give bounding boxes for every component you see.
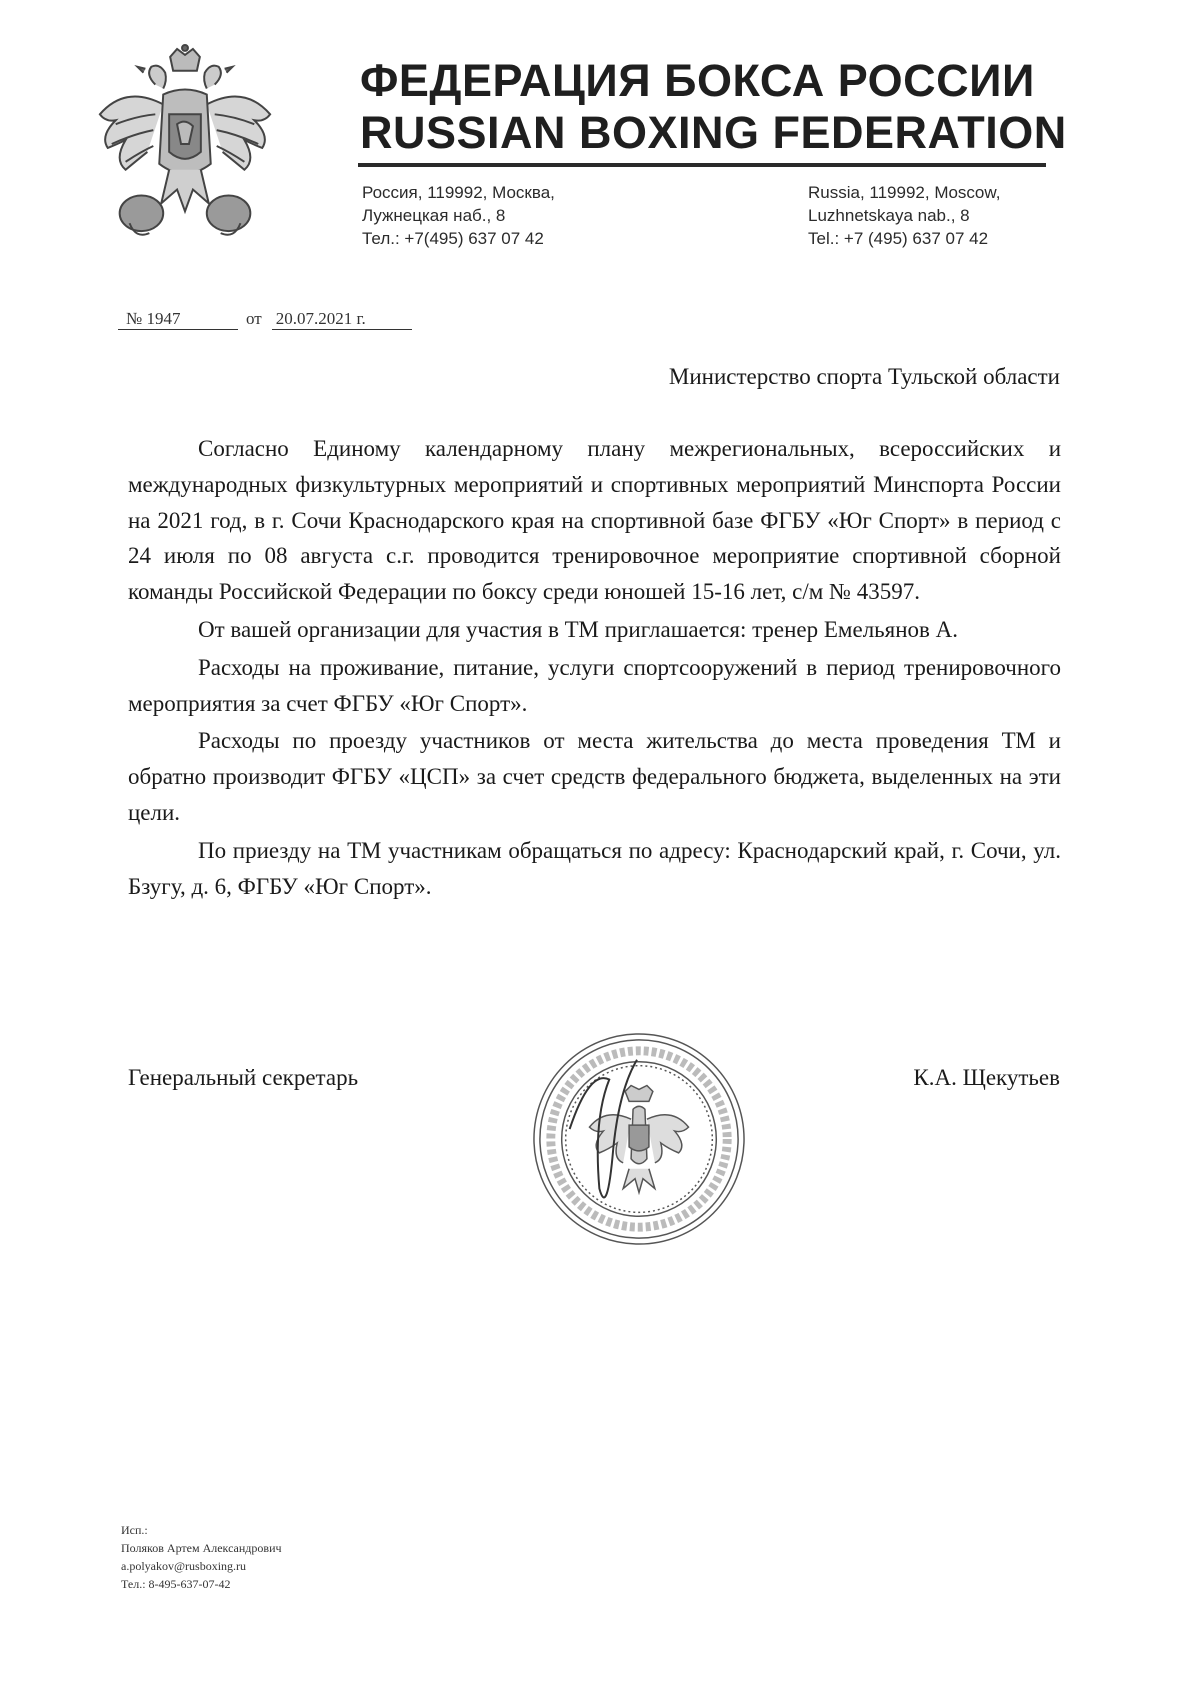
address-ru [362, 181, 555, 250]
executor-email: a.polyakov@rusboxing.ru [121, 1559, 247, 1573]
federation-title-ru: ФЕДЕРАЦИЯ БОКСА РОССИИ [360, 55, 1035, 106]
executor-block [121, 1521, 282, 1593]
body-paragraph: По приезду на ТМ участникам обращаться по адресу: Краснодарский край, г. Сочи, ул. Бзугу, д. 6, ФГБУ «Юг Спорт». [128, 837, 1061, 899]
recipient: Министерство спорта Тульской области [668, 364, 1060, 389]
header-divider [358, 163, 1046, 167]
federation-title-en: RUSSIAN BOXING FEDERATION [360, 107, 1067, 158]
double-headed-eagle-icon [86, 44, 284, 244]
reference-date: 20.07.2021 г. [272, 309, 412, 330]
executor-label: Исп.: [121, 1523, 148, 1537]
address-ru-line: Тел.: +7(495) 637 07 42 [362, 229, 544, 248]
round-seal-stamp-icon [530, 1030, 748, 1248]
address-en [808, 181, 1000, 250]
address-en-line: Russia, 119992, Moscow, [808, 183, 1001, 202]
reference-line [118, 309, 412, 330]
address-ru-line: Россия, 119992, Москва, [362, 183, 555, 202]
address-ru-line: Лужнецкая наб., 8 [362, 206, 506, 225]
body-paragraph: От вашей организации для участия в ТМ приглашается: тренер Емельянов А. [198, 616, 959, 642]
signatory-title: Генеральный секретарь [128, 1065, 359, 1090]
signatory-name: К.А. Щекутьев [913, 1065, 1060, 1090]
address-en-line: Luzhnetskaya nab., 8 [808, 206, 970, 225]
reference-number: № 1947 [118, 309, 238, 330]
body-paragraph: Расходы по проезду участников от места жительства до места проведения ТМ и обратно производит ФГБУ «ЦСП» за счет средств федерального бюджета, выделенных на эти цели. [128, 728, 1061, 825]
reference-from-label: от [246, 309, 262, 328]
body-paragraph: Согласно Единому календарному плану межрегиональных, всероссийских и международных физкультурных мероприятий и спортивных мероприятий Минспорта России на 2021 год, в г. Сочи Краснодарского края на спортивной базе ФГБУ «Юг Спорт» в период с 24 июля по 08 августа с.г. проводится тренировочное мероприятие спортивной сборной команды Российской Федерации по боксу среди юношей 15-16 лет, с/м № 43597. [128, 436, 1061, 605]
letter-body [128, 431, 1061, 906]
address-en-line: Tel.: +7 (495) 637 07 42 [808, 229, 989, 248]
executor-name: Поляков Артем Александрович [121, 1541, 282, 1555]
body-paragraph: Расходы на проживание, питание, услуги спортсооружений в период тренировочного мероприятия за счет ФГБУ «Юг Спорт». [128, 654, 1061, 716]
executor-phone: Тел.: 8-495-637-07-42 [121, 1577, 231, 1591]
